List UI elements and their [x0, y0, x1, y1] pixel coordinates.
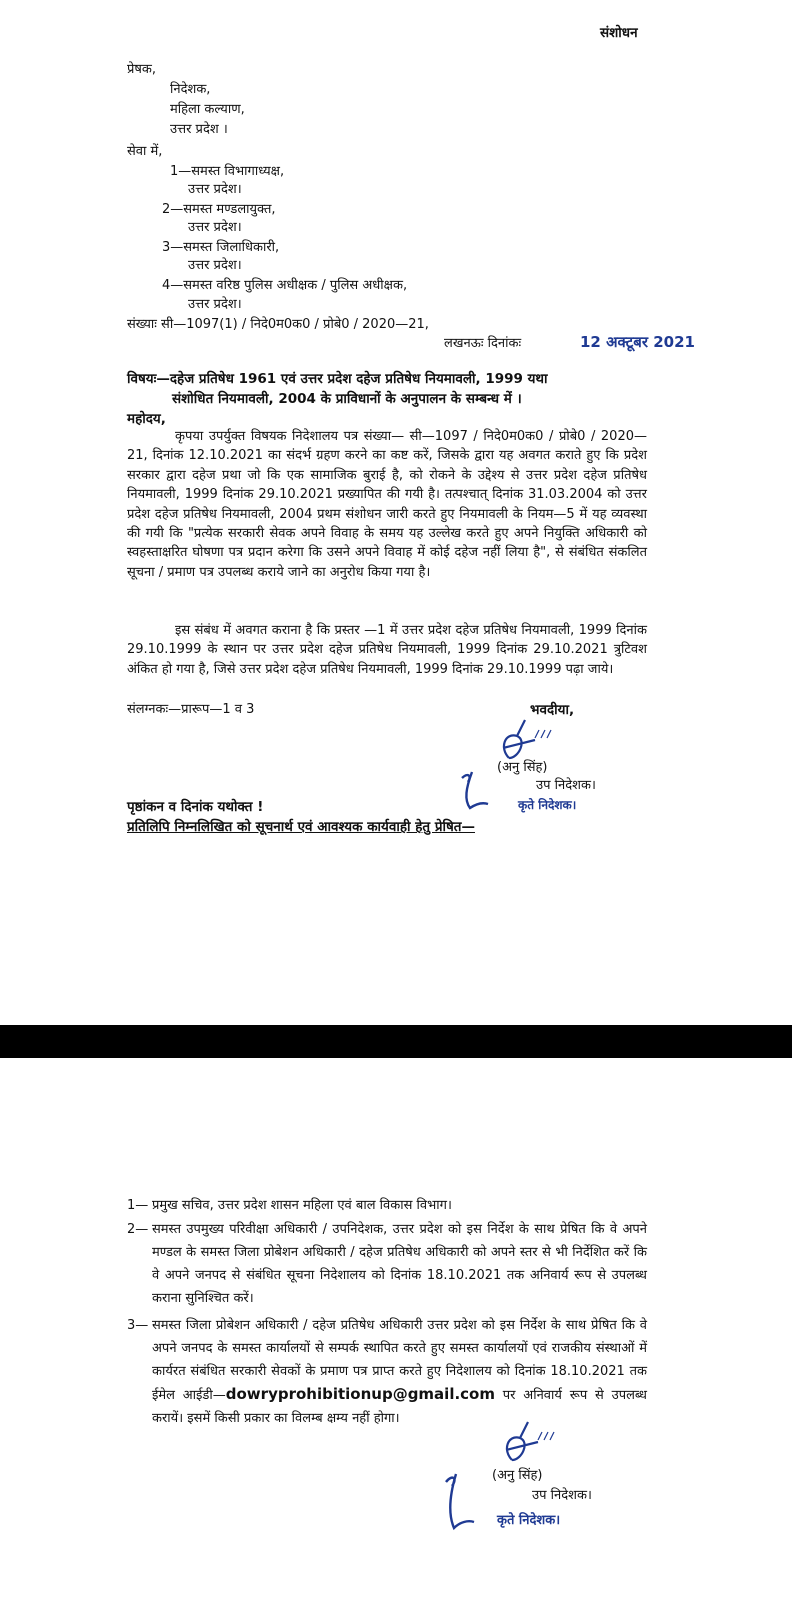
signatory-name-2: (अनु सिंह): [492, 1468, 543, 1483]
body-paragraph-2: इस संबंध में अवगत कराना है कि प्रस्तर —1 में उत्तर प्रदेश दहेज प्रतिषेध नियमावली, 1999 दिनांक 29.10.1999 के स्थान पर उत्तर प्रदेश दहेज प्रतिषेध नियमावली, 1999 दिनांक 29.10.2021 त्रुटिवश अंकित हो गया है, जिसे उत्तर प्रदेश दहेज प्रतिषेध नियमावली, 1999 दिनांक 29.10.1999 पढ़ा जाये।: [127, 623, 647, 677]
recipient-2-place: उत्तर प्रदेश।: [188, 220, 242, 235]
initials-scribble-icon: [458, 768, 494, 812]
recipient-2-title: 2—समस्त मण्डलायुक्त,: [162, 202, 276, 217]
closing: भवदीया,: [530, 702, 575, 718]
copy-item-3-text-pre: समस्त जिला प्रोबेशन अधिकारी / दहेज प्रतिषेध अधिकारी उत्तर प्रदेश को इस निर्देश के साथ प्रेषित कि वे अपने जनपद के समस्त कार्यालयों से सम्पर्क स्थापित करते हुए समस्त कार्यालयों एवं राजकीय संस्थाओं में कार्यरत संबंधित सरकारी सेवकों के प्रमाण पत्र प्राप्त करते हुए निदेशालय को दिनांक 18.10.2021 तक ईमेल आईडी—: [152, 1318, 647, 1403]
recipient-3-place: उत्तर प्रदेश।: [188, 258, 242, 273]
initials-scribble-icon-2: [440, 1470, 480, 1534]
copy-item-2-num: 2—: [127, 1222, 149, 1237]
signatory-designation-2: उप निदेशक।: [532, 1488, 592, 1503]
sender-line-3: उत्तर प्रदेश ।: [170, 122, 228, 137]
copy-item-1-num: 1—: [127, 1198, 149, 1213]
sender-line-2: महिला कल्याण,: [170, 102, 245, 117]
contact-email-link[interactable]: dowryprohibitionup@gmail.com: [225, 1385, 495, 1403]
recipient-1-title: 1—समस्त विभागाध्यक्ष,: [170, 164, 285, 179]
handwritten-date: 12 अक्टूबर 2021: [580, 333, 695, 351]
signature-scribble-icon-2: [498, 1420, 568, 1468]
place-date-label: लखनऊः दिनांकः: [444, 336, 522, 351]
sender-line-1: निदेशक,: [170, 82, 211, 97]
reference-number: संख्याः सी—1097(1) / निदे0म0क0 / प्रोबे0 / 2020—21,: [127, 317, 429, 332]
endorsement-line-2: प्रतिलिपि निम्नलिखित को सूचनार्थ एवं आवश्यक कार्यवाही हेतु प्रेषित—: [127, 819, 475, 835]
endorsement-line-1: पृष्ठांकन व दिनांक यथोक्त !: [127, 799, 264, 815]
page-break-bar: [0, 1025, 792, 1058]
signatory-hand-note-2: कृते निदेशक।: [497, 1513, 561, 1528]
subject-line-2: संशोधित नियमावली, 2004 के प्राविधानों के अनुपालन के सम्बन्ध में ।: [172, 391, 522, 407]
copy-item-3-num: 3—: [127, 1318, 149, 1333]
copy-item-1-text: प्रमुख सचिव, उत्तर प्रदेश शासन महिला एवं बाल विकास विभाग।: [152, 1198, 452, 1213]
copy-item-3-text-post: पर अनिवार्य रूप से उपलब्ध करायें। इसमें किसी प्रकार का विलम्ब क्षम्य नहीं होगा।: [152, 1388, 647, 1426]
salutation: महोदय,: [127, 411, 166, 427]
recipient-4-title: 4—समस्त वरिष्ठ पुलिस अधीक्षक / पुलिस अधीक्षक,: [162, 278, 408, 293]
recipient-4-place: उत्तर प्रदेश।: [188, 297, 242, 312]
copy-item-2-text: समस्त उपमुख्य परिवीक्षा अधिकारी / उपनिदेशक, उत्तर प्रदेश को इस निर्देश के साथ प्रेषित कि वे अपने मण्डल के समस्त जिला प्रोबेशन अधिकारी / दहेज प्रतिषेध अधिकारी को अपने स्तर से भी निर्देशित करें कि वे अपने जनपद से संबंधित सूचना निदेशालय को दिनांक 18.10.2021 तक अनिवार्य रूप से उपलब्ध कराना सुनिश्चित करें।: [152, 1222, 647, 1306]
recipient-1-place: उत्तर प्रदेश।: [188, 182, 242, 197]
document-tag: संशोधन: [600, 25, 638, 41]
signature-scribble-icon: [495, 718, 565, 766]
recipients-label: सेवा में,: [127, 144, 163, 159]
signatory-hand-note: कृते निदेशक।: [518, 798, 577, 812]
signatory-designation: उप निदेशक।: [536, 778, 596, 793]
sender-label: प्रेषक,: [127, 62, 157, 77]
body-paragraph-1: कृपया उपर्युक्त विषयक निदेशालय पत्र संख्या— सी—1097 / निदे0म0क0 / प्रोबे0 / 2020—21, दिनांक 12.10.2021 का संदर्भ ग्रहण करने का कष्ट करें, जिसके द्वारा यह अवगत कराते हुए कि प्रदेश सरकार द्वारा दहेज प्रथा जो कि एक सामाजिक बुराई है, को रोकने के उद्देश्य से उत्तर प्रदेश दहेज प्रतिषेध नियमावली, 1999 दिनांक 29.10.2021 प्रख्यापित की गयी है। तत्पश्चात् दिनांक 31.03.2004 को उत्तर प्रदेश दहेज प्रतिषेध नियमावली, 2004 प्रथम संशोधन जारी करते हुए नियमावली के नियम—5 में यह व्यवस्था की गयी कि "प्रत्येक सरकारी सेवक अपने विवाह के समय यह उल्लेख करते हुए अपने नियुक्ति अधिकारी को स्वहस्ताक्षरित घोषणा पत्र प्रदान करेगा कि उसने अपने विवाह में कोई दहेज नहीं लिया है", से संबंधित संकलित सूचना / प्रमाण पत्र उपलब्ध कराये जाने का अनुरोध किया गया है।: [127, 429, 647, 580]
signatory-name: (अनु सिंह): [497, 760, 548, 775]
copy-item-3-text: [152, 1314, 647, 1430]
subject-line-1: विषयः—दहेज प्रतिषेध 1961 एवं उत्तर प्रदेश दहेज प्रतिषेध नियमावली, 1999 यथा: [127, 371, 548, 387]
recipient-3-title: 3—समस्त जिलाधिकारी,: [162, 240, 280, 255]
enclosure: संलग्नकः—प्रारूप—1 व 3: [127, 702, 255, 717]
